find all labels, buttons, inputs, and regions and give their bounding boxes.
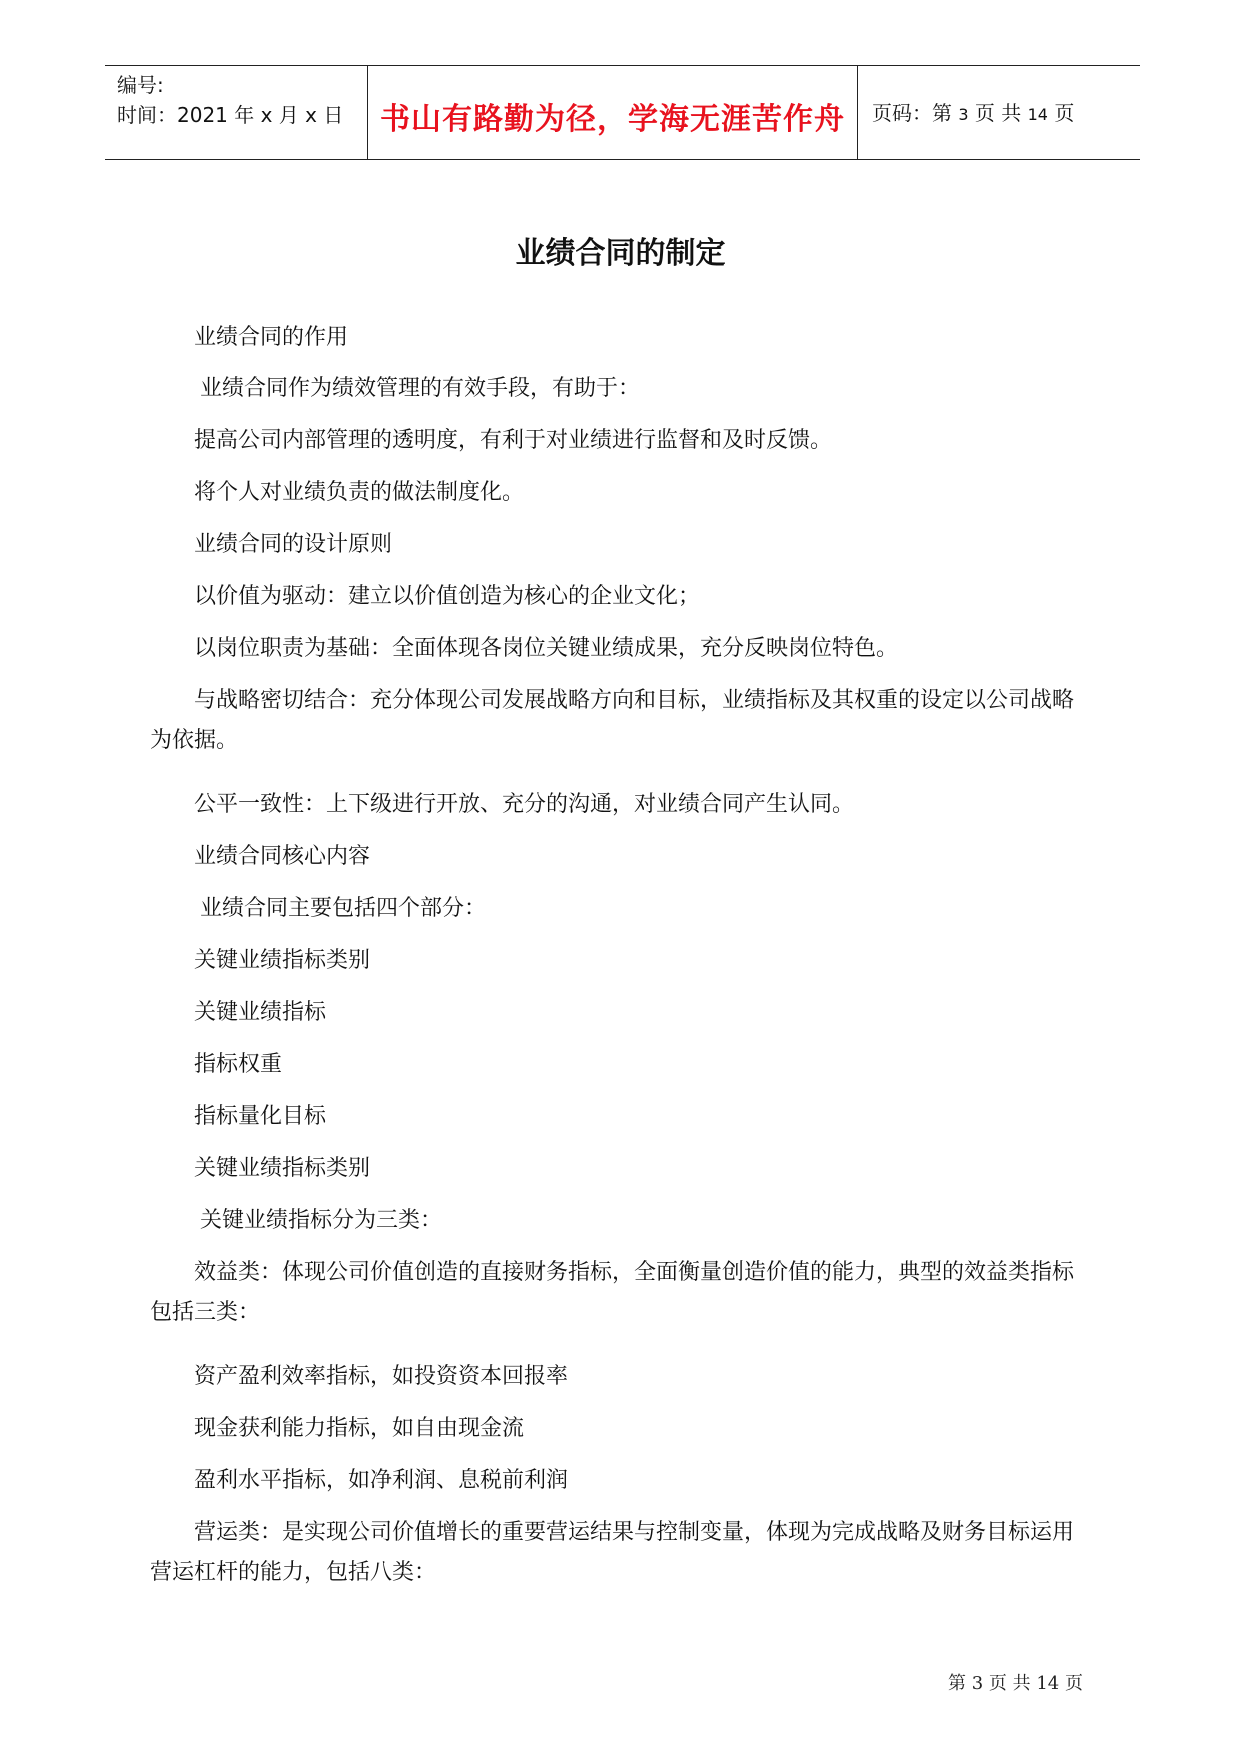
document-title: 业绩合同的制定	[515, 236, 726, 271]
paragraph: 业绩合同核心内容	[194, 844, 371, 869]
paragraph: 与战略密切结合：充分体现公司发展战略方向和目标，业绩指标及其权重的设定以公司战略为依据。	[150, 688, 1075, 753]
paragraph: 关键业绩指标类别	[194, 1156, 371, 1181]
paragraph: 关键业绩指标	[194, 1000, 327, 1025]
paragraph: 公平一致性：上下级进行开放、充分的沟通，对业绩合同产生认同。	[194, 792, 855, 817]
paragraph: 营运类：是实现公司价值增长的重要营运结果与控制变量，体现为完成战略及财务目标运用营运杠杆的能力，包括八类：	[150, 1520, 1075, 1585]
header-page-current: 3	[958, 105, 969, 124]
paragraph: 业绩合同主要包括四个部分：	[200, 896, 487, 921]
paragraph: 盈利水平指标，如净利润、息税前利润	[194, 1468, 569, 1493]
document-header	[105, 65, 1140, 160]
paragraph: 指标权重	[194, 1052, 283, 1077]
paragraph: 将个人对业绩负责的做法制度化。	[194, 480, 525, 505]
paragraph: 效益类：体现公司价值创造的直接财务指标，全面衡量创造价值的能力，典型的效益类指标包括三类：	[150, 1260, 1075, 1325]
header-page-info	[872, 97, 1074, 126]
header-divider	[857, 66, 858, 159]
paragraph: 现金获利能力指标，如自由现金流	[194, 1416, 525, 1441]
paragraph: 以价值为驱动：建立以价值创造为核心的企业文化；	[194, 584, 701, 609]
header-number-label: 编号:	[117, 73, 164, 97]
header-page-mid: 页 共	[974, 101, 1022, 125]
header-time-label: 时间：2021 年 x 月 x 日	[117, 103, 344, 127]
header-page-suffix: 页	[1054, 101, 1075, 125]
header-page-prefix: 页码：第	[872, 101, 952, 125]
header-meta	[117, 70, 343, 130]
paragraph: 业绩合同的设计原则	[194, 532, 393, 557]
paragraph: 业绩合同作为绩效管理的有效手段，有助于：	[200, 376, 641, 401]
paragraph: 业绩合同的作用	[194, 325, 349, 350]
paragraph: 关键业绩指标类别	[194, 948, 371, 973]
paragraph: 资产盈利效率指标，如投资资本回报率	[194, 1364, 569, 1389]
page-footer: 第 3 页 共 14 页	[948, 1673, 1083, 1694]
paragraph: 指标量化目标	[194, 1104, 327, 1129]
paragraph: 关键业绩指标分为三类：	[200, 1208, 443, 1233]
paragraph: 提高公司内部管理的透明度，有利于对业绩进行监督和及时反馈。	[194, 428, 833, 453]
header-page-total: 14	[1027, 105, 1048, 124]
header-motto: 书山有路勤为径，学海无涯苦作舟	[380, 102, 845, 137]
paragraph: 以岗位职责为基础：全面体现各岗位关键业绩成果，充分反映岗位特色。	[194, 636, 899, 661]
